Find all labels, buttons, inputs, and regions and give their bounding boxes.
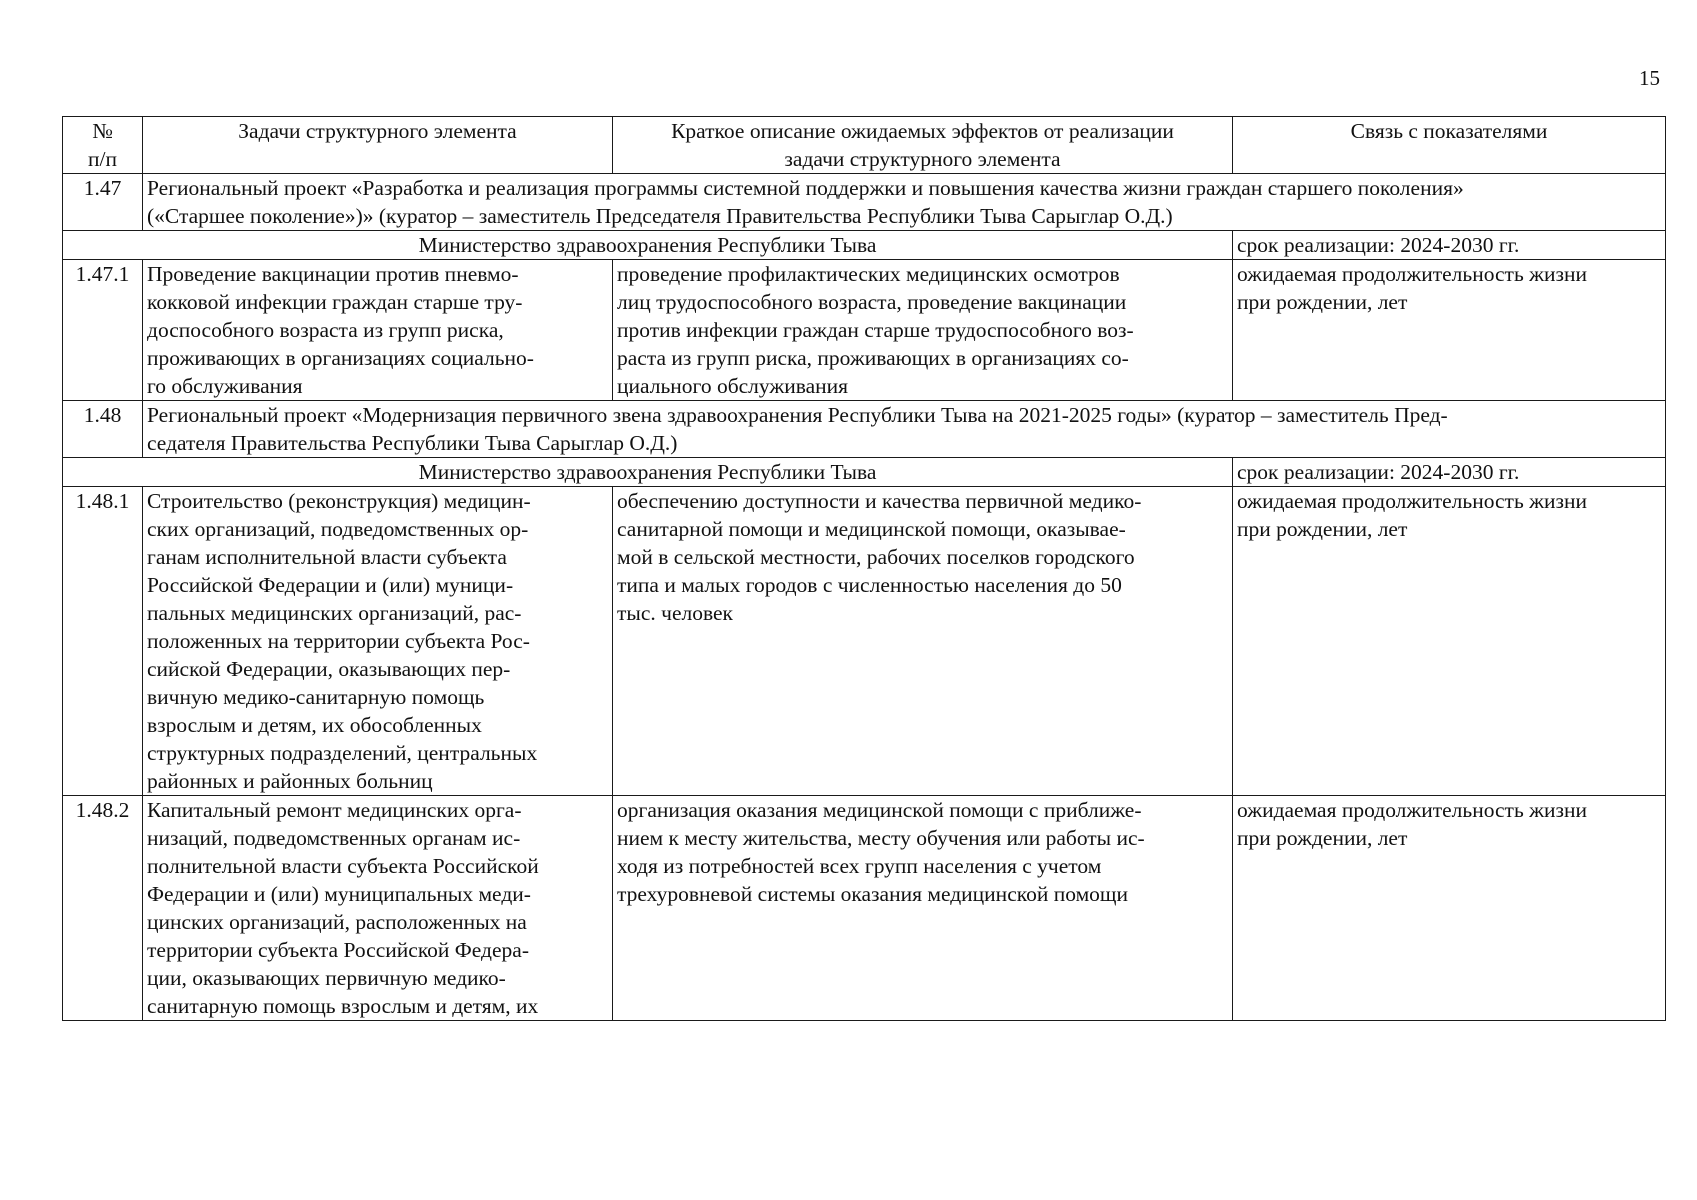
header-number: № п/п: [63, 117, 143, 174]
structural-elements-table: [62, 116, 1666, 1021]
table-header-row: [63, 117, 1666, 174]
header-indicators: Связь с показателями: [1233, 117, 1666, 174]
row-number: 1.47: [63, 174, 143, 231]
ministry-name: Министерство здравоохранения Республики Тыва: [63, 458, 1233, 487]
project-title: Региональный проект «Разработка и реализация программы системной поддержки и повышения качества жизни граждан старшего поколения» («Старшее поколение»)» (куратор – заместитель Председателя Правительства Республики Тыва Сарыглар О.Д.): [143, 174, 1666, 231]
page-number: 15: [1639, 66, 1660, 90]
project-title: Региональный проект «Модернизация первичного звена здравоохранения Республики Тыва на 2021-2025 годы» (куратор – заместитель Пред- седателя Правительства Республики Тыва Сарыглар О.Д.): [143, 401, 1666, 458]
header-effects: Краткое описание ожидаемых эффектов от реализации задачи структурного элемента: [613, 117, 1233, 174]
row-number: 1.48.1: [63, 487, 143, 796]
project-row-1-48: [63, 401, 1666, 458]
expected-effect: организация оказания медицинской помощи с приближе- нием к месту жительства, месту обучения или работы ис- ходя из потребностей всех групп населения с учетом трехуровневой системы оказания медицинской помощи: [613, 796, 1233, 1021]
implementation-term: срок реализации: 2024-2030 гг.: [1233, 231, 1666, 260]
task-description: Строительство (реконструкция) медицин- ских организаций, подведомственных ор- ганам исполнительной власти субъекта Российской Федерации и (или) муници- пальных медицинских организаций, рас- положенных на территории субъекта Рос- сийской Федерации, оказывающих пер- вичную медико-санитарную помощь взрослым и детям, их обособленных структурных подразделений, центральных районных и районных больниц: [143, 487, 613, 796]
row-number: 1.48.2: [63, 796, 143, 1021]
linked-indicator: ожидаемая продолжительность жизни при рождении, лет: [1233, 487, 1666, 796]
expected-effect: обеспечению доступности и качества первичной медико- санитарной помощи и медицинской помощи, оказывае- мой в сельской местности, рабочих поселков городского типа и малых городов с численностью населения до 50 тыс. человек: [613, 487, 1233, 796]
ministry-row: [63, 458, 1666, 487]
row-number: 1.47.1: [63, 260, 143, 401]
linked-indicator: ожидаемая продолжительность жизни при рождении, лет: [1233, 260, 1666, 401]
task-description: Проведение вакцинации против пневмо- кокковой инфекции граждан старше тру- доспособного возраста из групп риска, проживающих в организациях социально- го обслуживания: [143, 260, 613, 401]
ministry-row: [63, 231, 1666, 260]
task-description: Капитальный ремонт медицинских орга- низаций, подведомственных органам ис- полнительной власти субъекта Российской Федерации и (или) муниципальных меди- цинских организаций, расположенных на территории субъекта Российской Федера- ции, оказывающих первичную медико- санитарную помощь взрослым и детям, их: [143, 796, 613, 1021]
project-row-1-47: [63, 174, 1666, 231]
task-row-1-48-2: [63, 796, 1666, 1021]
header-tasks: Задачи структурного элемента: [143, 117, 613, 174]
task-row-1-48-1: [63, 487, 1666, 796]
implementation-term: срок реализации: 2024-2030 гг.: [1233, 458, 1666, 487]
task-row-1-47-1: [63, 260, 1666, 401]
linked-indicator: ожидаемая продолжительность жизни при рождении, лет: [1233, 796, 1666, 1021]
ministry-name: Министерство здравоохранения Республики Тыва: [63, 231, 1233, 260]
row-number: 1.48: [63, 401, 143, 458]
expected-effect: проведение профилактических медицинских осмотров лиц трудоспособного возраста, проведение вакцинации против инфекции граждан старше трудоспособного воз- раста из групп риска, проживающих в организациях со- циального обслуживания: [613, 260, 1233, 401]
